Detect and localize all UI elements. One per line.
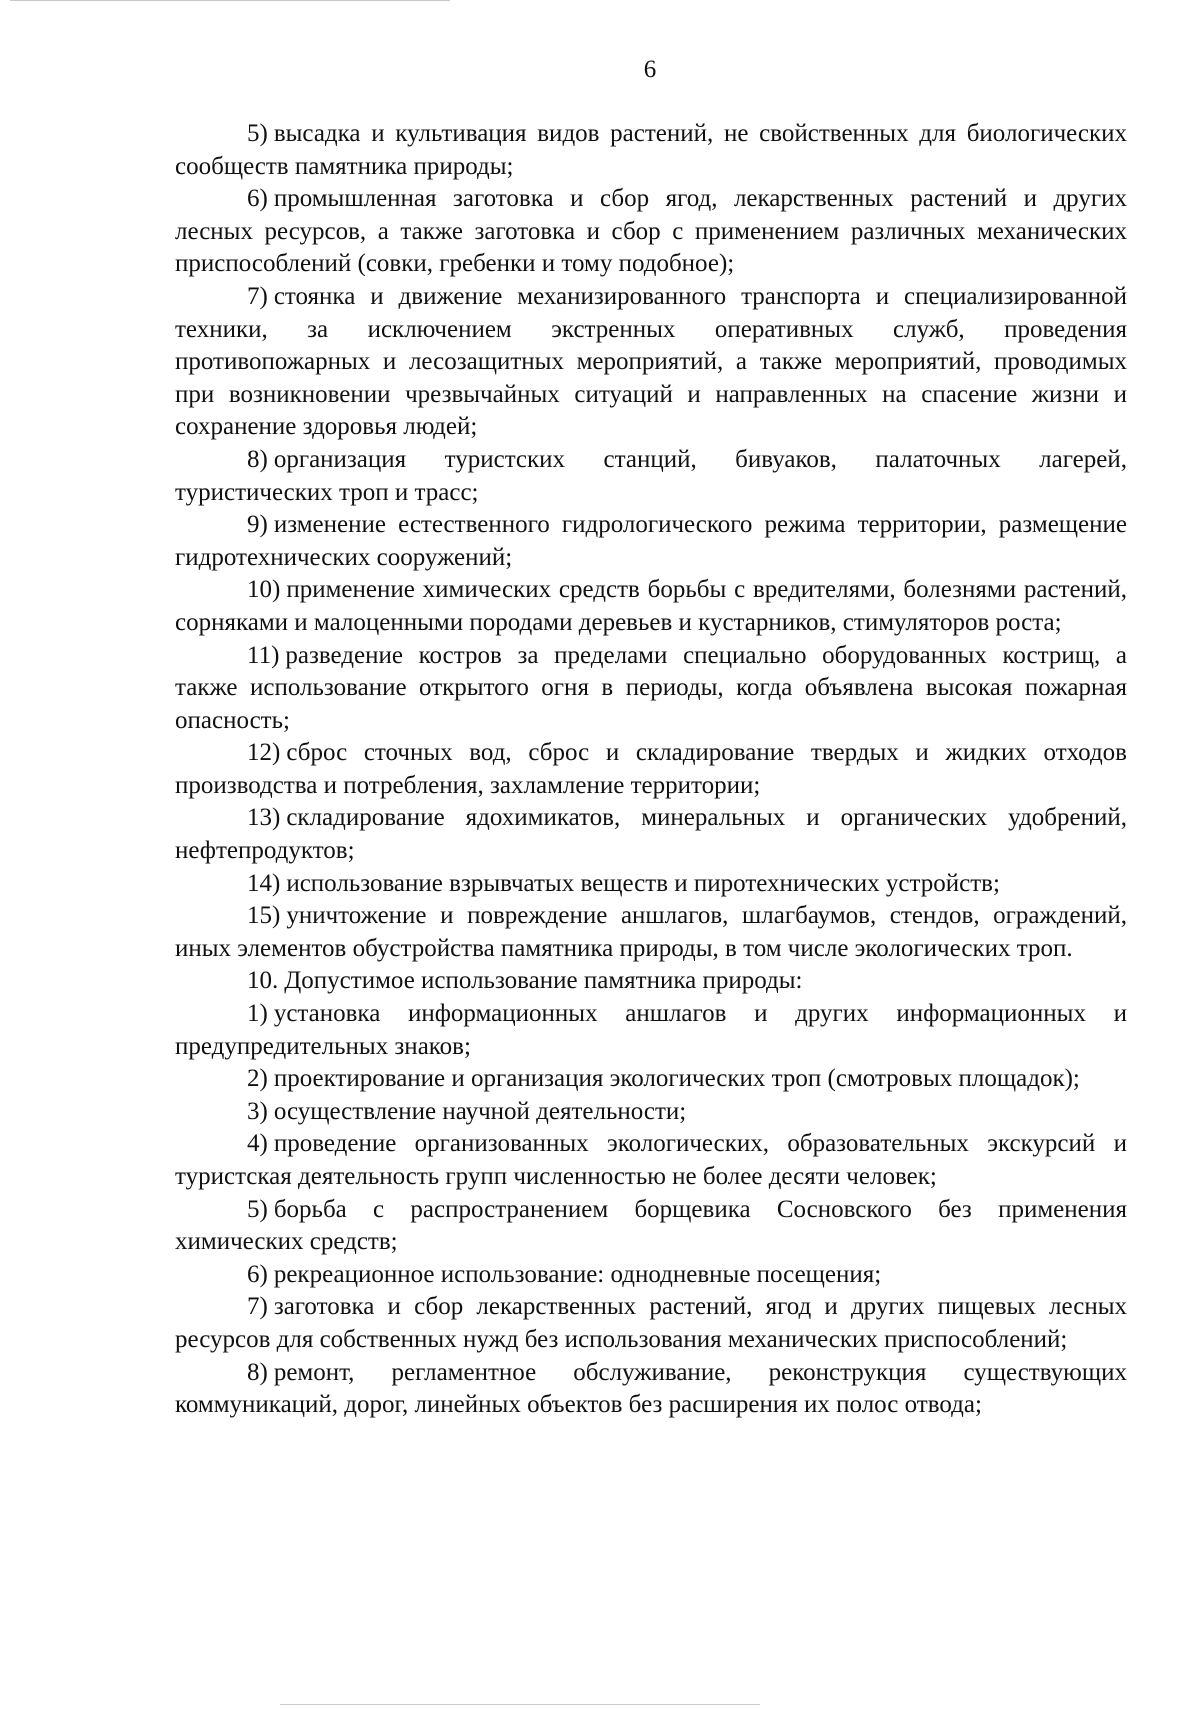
item-number: 6): [247, 185, 268, 213]
item-text: высадка и культивация видов растений, не свойственных для биологических сообществ памятника природы;: [175, 120, 1127, 180]
list-item: [175, 118, 1127, 183]
list-item: [175, 281, 1127, 444]
item-text: применение химических средств борьбы с вредителями, болезнями растений, сорняками и малоценными породами деревьев и кустарников, стимуляторов роста;: [175, 576, 1127, 636]
list-item: [175, 574, 1127, 639]
list-item: [175, 444, 1127, 509]
list-item: [175, 868, 1127, 901]
list-item: [175, 802, 1127, 867]
item-number: 13): [247, 804, 281, 832]
section-title: Допустимое использование памятника природы:: [284, 967, 803, 995]
item-text: разведение костров за пределами специально оборудованных кострищ, а также использование открытого огня в периоды, когда объявлена высокая пожарная опасность;: [175, 641, 1127, 734]
list-item: [175, 1291, 1127, 1356]
list-item: [175, 1357, 1127, 1422]
item-number: 3): [247, 1097, 268, 1125]
item-number: 9): [247, 511, 268, 539]
item-text: проведение организованных экологических, образовательных экскурсий и туристская деятельность групп численностью не более десяти человек;: [175, 1130, 1127, 1190]
item-number: 7): [247, 1293, 268, 1321]
item-text: борьба с распространением борщевика Сосновского без применения химических средств;: [175, 1195, 1127, 1256]
item-number: 5): [247, 1195, 268, 1223]
section-heading: [175, 965, 1127, 998]
item-text: изменение естественного гидрологического режима территории, размещение гидротехнических сооружений;: [175, 511, 1127, 571]
item-text: ремонт, регламентное обслуживание, реконструкция существующих коммуникаций, дорог, линейных объектов без расширения их полос отвода;: [175, 1358, 1127, 1419]
item-number: 7): [247, 282, 268, 310]
item-number: 14): [247, 869, 281, 897]
list-item: [175, 509, 1127, 574]
item-number: 15): [247, 902, 281, 930]
scan-edge-line: [10, 0, 450, 1]
item-text: промышленная заготовка и сбор ягод, лекарственных растений и других лесных ресурсов, а также заготовка и сбор с применением различных механических приспособлений (совки, гребенки и тому подобное);: [175, 185, 1127, 278]
list-item: [175, 1259, 1127, 1292]
list-item: [175, 640, 1127, 738]
document-body: [175, 118, 1127, 1422]
item-text: стоянка и движение механизированного транспорта и специализированной техники, за исключением экстренных оперативных служб, проведения противопожарных и лесозащитных мероприятий, а также мероприятий, проводимых при возникновении чрезвычайных ситуаций и направленных на спасение жизни и сохранение здоровья людей;: [175, 282, 1127, 441]
list-item: [175, 1063, 1127, 1096]
list-item: [175, 900, 1127, 965]
item-number: 4): [247, 1130, 268, 1158]
item-number: 10): [247, 576, 281, 604]
item-text: заготовка и сбор лекарственных растений, ягод и других пищевых лесных ресурсов для собственных нужд без использования механических приспособлений;: [175, 1293, 1127, 1353]
item-text: рекреационное использование: однодневные посещения;: [273, 1260, 882, 1288]
item-number: 5): [247, 120, 268, 147]
list-item: [175, 998, 1127, 1063]
item-text: уничтожение и повреждение аншлагов, шлагбаумов, стендов, ограждений, иных элементов обустройства памятника природы, в том числе экологических троп.: [175, 902, 1127, 962]
item-text: осуществление научной деятельности;: [273, 1097, 687, 1125]
list-item: [175, 737, 1127, 802]
item-number: 12): [247, 739, 281, 767]
list-item: [175, 1194, 1127, 1259]
item-number: 11): [247, 641, 280, 669]
item-text: использование взрывчатых веществ и пиротехнических устройств;: [286, 869, 1000, 897]
item-text: организация туристских станций, бивуаков, палаточных лагерей, туристических троп и трасс;: [175, 445, 1127, 506]
item-text: установка информационных аншлагов и других информационных и предупредительных знаков;: [175, 1000, 1127, 1060]
item-text: сброс сточных вод, сброс и складирование твердых и жидких отходов производства и потребления, захламление территории;: [175, 739, 1127, 799]
item-number: 1): [247, 1000, 268, 1028]
item-number: 2): [247, 1065, 268, 1093]
item-text: складирование ядохимикатов, минеральных и органических удобрений, нефтепродуктов;: [175, 804, 1127, 865]
section-number: 10.: [247, 967, 279, 995]
page-number: 6: [643, 56, 657, 83]
scan-edge-line: [280, 1704, 760, 1705]
item-number: 8): [247, 445, 268, 473]
item-text: проектирование и организация экологических троп (смотровых площадок);: [273, 1065, 1080, 1093]
item-number: 6): [247, 1260, 268, 1288]
list-item: [175, 1096, 1127, 1129]
list-item: [175, 183, 1127, 281]
item-number: 8): [247, 1358, 268, 1386]
list-item: [175, 1128, 1127, 1193]
